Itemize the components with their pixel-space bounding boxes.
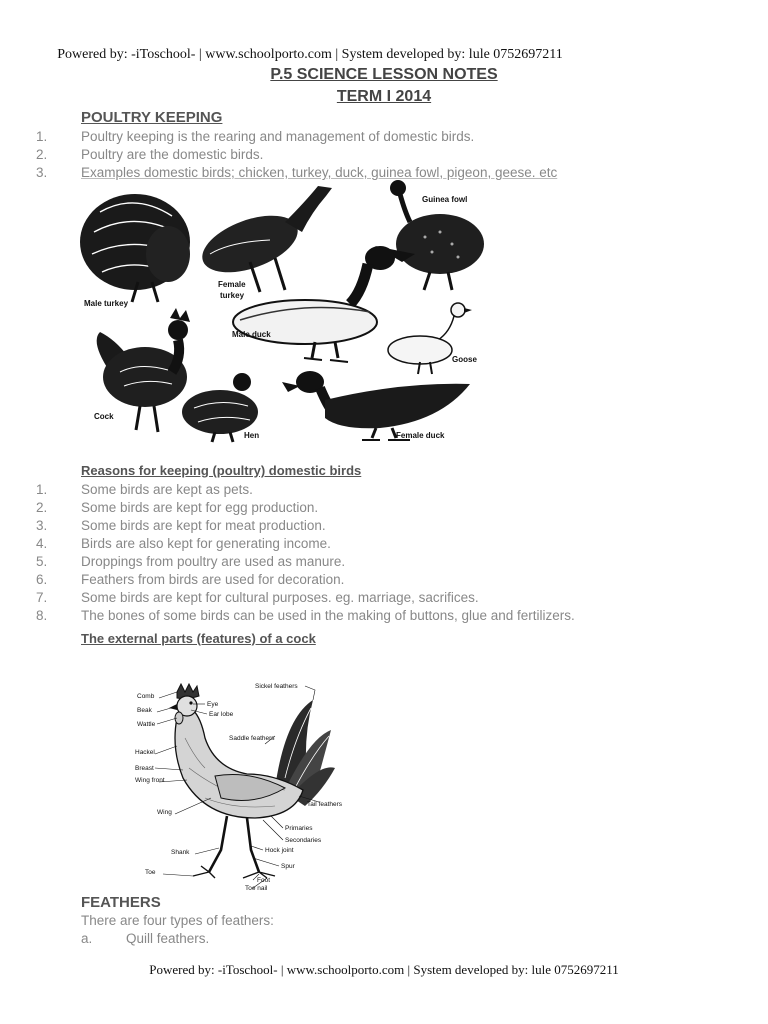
list-item	[36, 128, 736, 146]
label-hock-joint: Hock joint	[265, 847, 294, 854]
list-text: Examples domestic birds; chicken, turkey, duck, guinea fowl, pigeon, geese. etc	[81, 165, 558, 180]
feathers-list	[36, 930, 736, 948]
list-item	[36, 164, 736, 182]
section-heading-feathers: FEATHERS	[81, 894, 161, 911]
label-toe: Toe	[145, 869, 156, 876]
label-male-turkey: Male turkey	[84, 299, 129, 308]
list-text: Poultry keeping is the rearing and management of domestic birds.	[81, 129, 475, 144]
label-female-turkey-1: Female	[218, 280, 246, 289]
list-number: a.	[81, 931, 93, 946]
list-item	[36, 930, 736, 948]
list-number: 3.	[36, 518, 48, 533]
label-wing: Wing	[157, 809, 172, 816]
reasons-list	[36, 481, 736, 625]
section-heading-external-parts: The external parts (features) of a cock	[81, 631, 316, 646]
list-number: 2.	[36, 147, 48, 162]
list-item	[36, 535, 736, 553]
page-title: P.5 SCIENCE LESSON NOTES	[270, 66, 498, 83]
page-subtitle: TERM I 2014	[336, 88, 432, 105]
label-guinea-fowl: Guinea fowl	[422, 195, 468, 204]
section-heading-reasons: Reasons for keeping (poultry) domestic birds	[81, 463, 362, 478]
label-secondaries: Secondaries	[285, 837, 322, 844]
list-text: Some birds are kept for meat production.	[81, 518, 326, 533]
list-item	[36, 589, 736, 607]
label-shank: Shank	[171, 849, 190, 856]
list-number: 6.	[36, 572, 48, 587]
list-item	[36, 146, 736, 164]
list-number: 5.	[36, 554, 48, 569]
list-text: Some birds are kept for cultural purposes. eg. marriage, sacrifices.	[81, 590, 479, 605]
list-number: 3.	[36, 165, 48, 180]
label-hen: Hen	[244, 431, 260, 440]
label-cock: Cock	[94, 412, 114, 421]
label-goose: Goose	[452, 355, 477, 364]
list-number: 8.	[36, 608, 48, 623]
list-item	[36, 571, 736, 589]
label-male-duck: Male duck	[232, 330, 271, 339]
list-text: Some birds are kept for egg production.	[81, 500, 319, 515]
label-spur: Spur	[281, 863, 295, 870]
page-header: Powered by: -iToschool- | www.schoolporto.com | System developed by: lule 0752697211	[57, 47, 563, 62]
list-number: 4.	[36, 536, 48, 551]
list-text: Droppings from poultry are used as manure.	[81, 554, 346, 569]
label-eye: Eye	[207, 701, 219, 708]
label-toe-nail: Toe nail	[245, 885, 268, 892]
label-wing-front: Wing front	[135, 777, 165, 784]
label-saddle-feathers: Saddle feathers	[229, 735, 275, 742]
list-text: The bones of some birds can be used in the making of buttons, glue and fertilizers.	[81, 608, 575, 623]
poultry-keeping-list	[36, 128, 736, 182]
label-female-turkey-2: turkey	[220, 291, 245, 300]
list-item	[36, 553, 736, 571]
list-item	[36, 499, 736, 517]
list-text: Some birds are kept as pets.	[81, 482, 253, 497]
label-beak: Beak	[137, 707, 152, 714]
label-sickle-feathers: Sickel feathers	[255, 683, 298, 690]
page-footer: Powered by: -iToschool- | www.schoolporto.com | System developed by: lule 0752697211	[149, 962, 619, 977]
list-text: Quill feathers.	[126, 931, 210, 946]
label-hackel: Hackel	[135, 749, 155, 756]
list-text: Birds are also kept for generating income.	[81, 536, 331, 551]
list-text: Poultry are the domestic birds.	[81, 147, 264, 162]
list-text: Feathers from birds are used for decoration.	[81, 572, 345, 587]
label-ear-lobe: Ear lobe	[209, 711, 234, 718]
list-number: 1.	[36, 482, 48, 497]
list-number: 7.	[36, 590, 48, 605]
cock-parts-diagram	[135, 678, 345, 892]
list-number: 1.	[36, 129, 48, 144]
list-item	[36, 517, 736, 535]
label-female-duck: Female duck	[396, 431, 445, 440]
label-wattle: Wattle	[137, 721, 156, 728]
label-primaries: Primaries	[285, 825, 313, 832]
feathers-intro: There are four types of feathers:	[81, 913, 274, 928]
list-item	[36, 607, 736, 625]
list-item	[36, 481, 736, 499]
label-comb: Comb	[137, 693, 155, 700]
label-tail-feathers: Tail feathers	[307, 801, 343, 808]
list-number: 2.	[36, 500, 48, 515]
label-foot: Foot	[257, 877, 271, 884]
section-heading-poultry-keeping: POULTRY KEEPING	[81, 109, 223, 126]
label-breast: Breast	[135, 765, 154, 772]
domestic-birds-illustration	[80, 182, 477, 446]
